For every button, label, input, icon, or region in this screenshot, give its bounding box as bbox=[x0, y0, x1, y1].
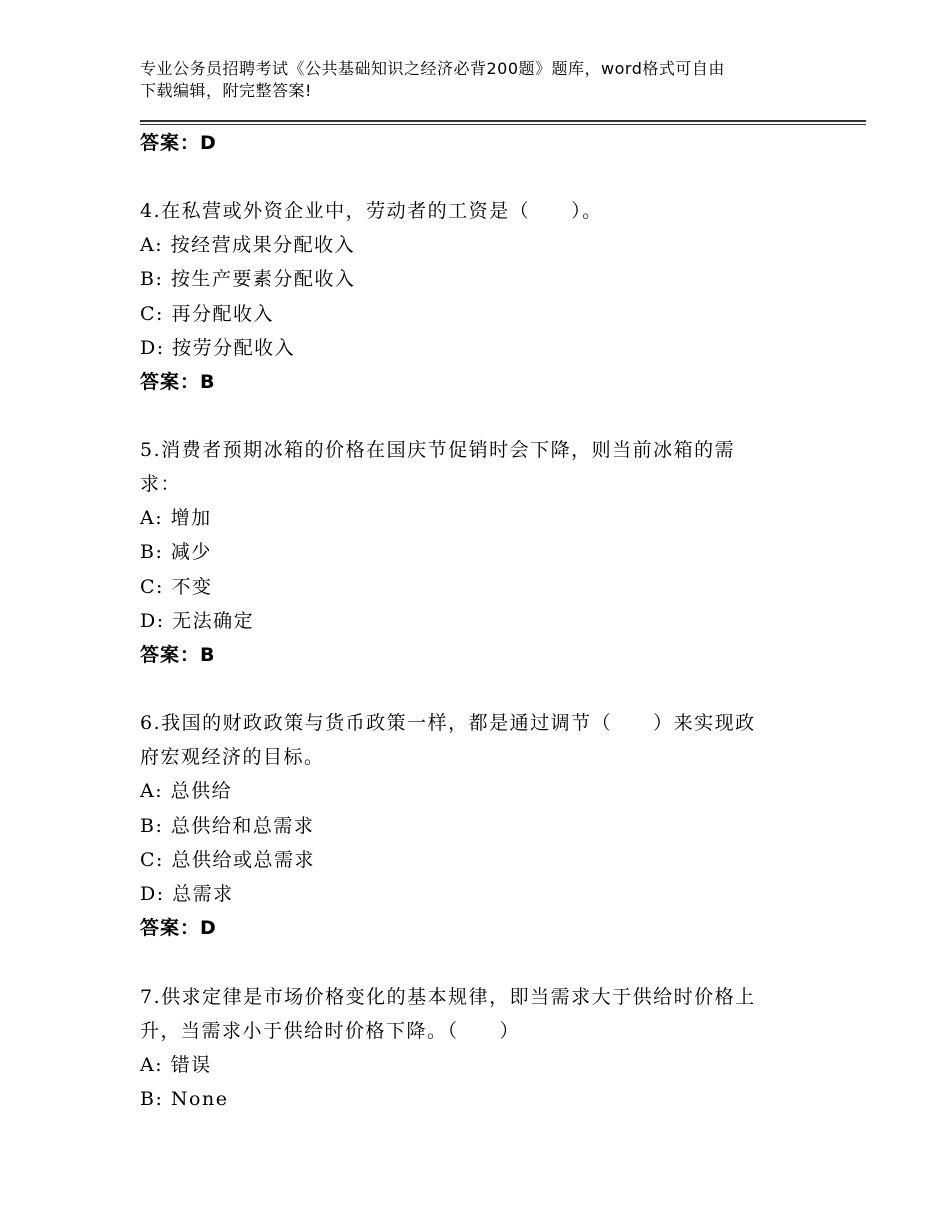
question-4-option-a: A: 按经营成果分配收入 bbox=[140, 234, 356, 256]
answer-q5: 答案：B bbox=[140, 644, 216, 666]
question-6-stem-line-1: 6.我国的财政政策与货币政策一样，都是通过调节（ ）来实现政 bbox=[140, 712, 756, 734]
question-4-option-b: B: 按生产要素分配收入 bbox=[140, 268, 356, 290]
question-6-option-c: C: 总供给或总需求 bbox=[140, 849, 315, 871]
question-7-option-a: A: 错误 bbox=[140, 1054, 212, 1076]
question-4-option-c: C: 再分配收入 bbox=[140, 303, 274, 325]
question-6-option-d: D: 总需求 bbox=[140, 883, 234, 905]
question-5-option-d: D: 无法确定 bbox=[140, 610, 255, 632]
question-6-stem-line-2: 府宏观经济的目标。 bbox=[140, 746, 325, 768]
answer-q6: 答案：D bbox=[140, 917, 217, 939]
header-rule-thick bbox=[140, 120, 866, 122]
question-7-stem-line-2: 升，当需求小于供给时价格下降。（ ） bbox=[140, 1020, 521, 1042]
question-5-stem-line-2: 求： bbox=[140, 473, 182, 495]
header-rule-thin bbox=[140, 124, 866, 125]
question-7-stem-line-1: 7.供求定律是市场价格变化的基本规律，即当需求大于供给时价格上 bbox=[140, 986, 756, 1008]
question-6-option-a: A: 总供给 bbox=[140, 780, 233, 802]
question-5-option-a: A: 增加 bbox=[140, 507, 212, 529]
answer-q3: 答案：D bbox=[140, 132, 217, 154]
question-7-option-b: B: None bbox=[140, 1088, 229, 1110]
question-6-option-b: B: 总供给和总需求 bbox=[140, 815, 315, 837]
question-4-stem-line-1: 4.在私营或外资企业中，劳动者的工资是（ ）。 bbox=[140, 200, 603, 222]
document-header: 专业公务员招聘考试《公共基础知识之经济必背200题》题库，word格式可自由 下载编辑，附完整答案! bbox=[140, 59, 725, 100]
question-5-stem-line-1: 5.消费者预期冰箱的价格在国庆节促销时会下降，则当前冰箱的需 bbox=[140, 439, 736, 461]
answer-q4: 答案：B bbox=[140, 371, 216, 393]
question-4-option-d: D: 按劳分配收入 bbox=[140, 337, 296, 359]
question-5-option-c: C: 不变 bbox=[140, 576, 213, 598]
question-5-option-b: B: 减少 bbox=[140, 541, 212, 563]
